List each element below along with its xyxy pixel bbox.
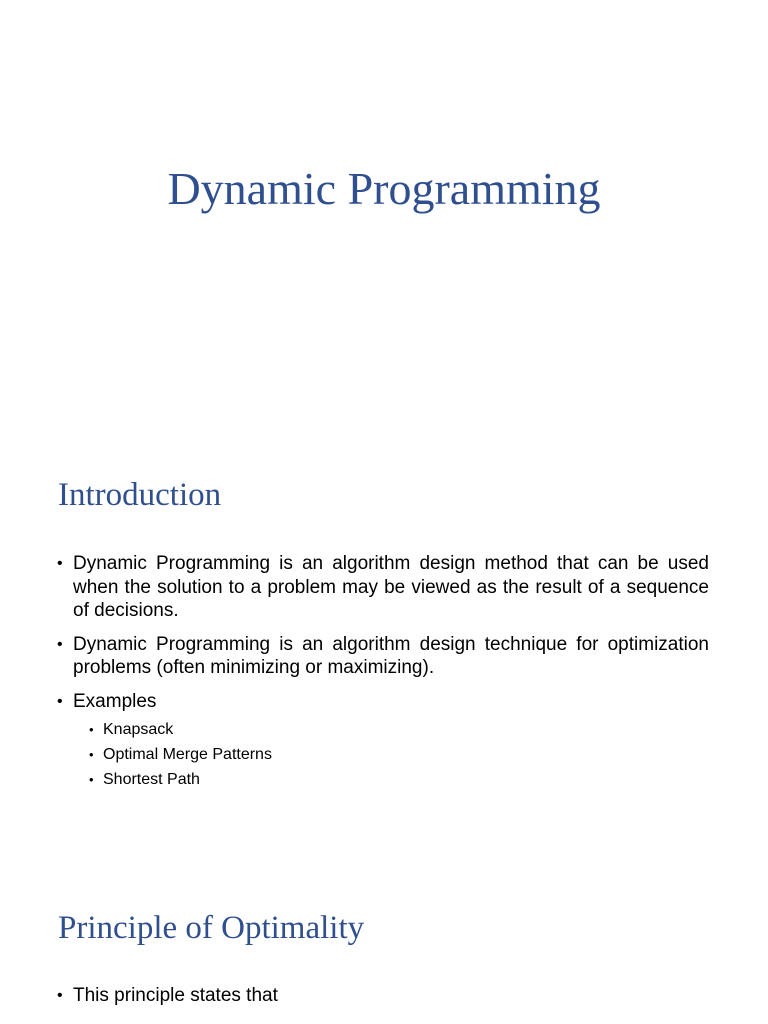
bullet-item: • Dynamic Programming is an algorithm design method that can be used when the solution to a problem may be viewed as the result of a sequence of decisions. bbox=[57, 552, 709, 623]
bullet-item-examples bbox=[57, 690, 709, 793]
slide-title: Dynamic Programming bbox=[167, 163, 601, 214]
introduction-bullet-list bbox=[57, 552, 709, 802]
examples-label: Examples bbox=[73, 690, 157, 712]
principle-heading: Principle of Optimality bbox=[58, 910, 365, 946]
examples-list bbox=[73, 717, 709, 792]
introduction-heading: Introduction bbox=[58, 477, 222, 513]
example-item: • Optimal Merge Patterns bbox=[89, 742, 709, 767]
example-item: • Knapsack bbox=[89, 717, 709, 742]
bullet-item: • Dynamic Programming is an algorithm design technique for optimization problems (often minimizing or maximizing). bbox=[57, 633, 709, 680]
example-item: • Shortest Path bbox=[89, 767, 709, 792]
bullet-item: • This principle states that bbox=[57, 984, 709, 1008]
principle-bullet-list bbox=[57, 984, 709, 1018]
